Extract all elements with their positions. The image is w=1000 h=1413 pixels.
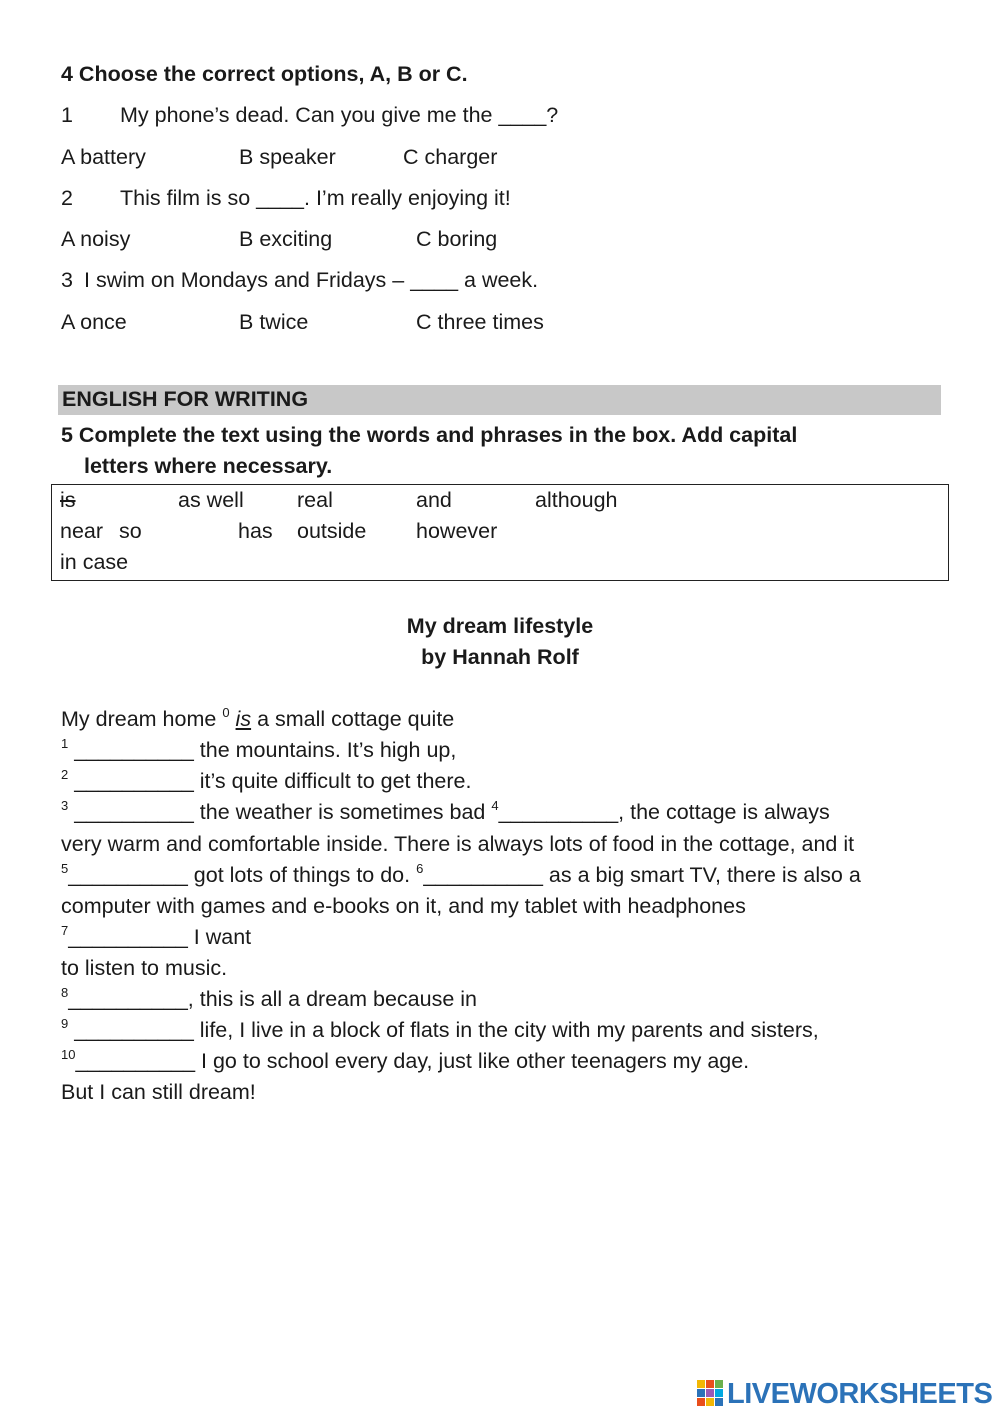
liveworksheets-logo-icon (697, 1380, 723, 1406)
q2-option-c[interactable]: C boring (416, 227, 498, 251)
word-box-item: in case (60, 550, 129, 574)
section-heading: ENGLISH FOR WRITING (62, 387, 309, 411)
story-line-7[interactable] (61, 925, 251, 950)
story-author: by Hannah Rolf (421, 645, 579, 669)
word-box-item: real (297, 488, 333, 512)
story-line-9[interactable] (61, 987, 477, 1012)
exercise-4-title: 4 Choose the correct options, A, B or C. (61, 62, 468, 86)
gap-number-9: 9 (61, 1016, 69, 1031)
q3-number: 3 (61, 268, 73, 292)
exercise-5-title-line1: 5 Complete the text using the words and phrases in the box. Add capital (61, 423, 798, 447)
gap-number-1: 1 (61, 736, 69, 751)
q1-option-a[interactable]: A battery (61, 145, 146, 169)
gap-number-6: 6 (416, 861, 424, 876)
gap-3-text[interactable]: __________ the weather is sometimes bad (74, 800, 486, 824)
word-box-item: however (416, 519, 498, 543)
gap-number-4: 4 (491, 798, 499, 813)
word-box-item: although (535, 488, 618, 512)
story-line-2[interactable] (61, 769, 471, 794)
gap-6-text[interactable]: __________ as a big smart TV, there is also a (423, 863, 861, 887)
q3-text: I swim on Mondays and Fridays – ____ a week. (84, 268, 539, 292)
gap-8-text[interactable]: __________, this is all a dream because in (68, 987, 478, 1011)
story-line-8: to listen to music. (61, 956, 228, 980)
exercise-5-title-line2: letters where necessary. (84, 454, 333, 478)
q1-option-c[interactable]: C charger (403, 145, 498, 169)
q1-option-b[interactable]: B speaker (239, 145, 336, 169)
gap-number-0: 0 (222, 705, 230, 720)
q1-text: My phone’s dead. Can you give me the ____? (120, 103, 559, 127)
q2-option-a[interactable]: A noisy (61, 227, 131, 251)
gap-number-10: 10 (61, 1047, 76, 1062)
logo-text: LIVEWORKSHEETS (727, 1378, 993, 1410)
gap-9-text[interactable]: __________ life, I live in a block of flats in the city with my parents and sisters, (74, 1018, 819, 1042)
word-box-item: so (119, 519, 142, 543)
story-line-0: My dream home $^0$ is a small cottage quite (61, 705, 455, 731)
gap-4-text[interactable]: __________, the cottage is always (498, 800, 830, 824)
example-answer: is (235, 707, 252, 731)
gap-5-text[interactable]: __________ got lots of things to do. (68, 863, 411, 887)
story-line-5[interactable] (61, 863, 861, 888)
q2-number: 2 (61, 186, 73, 210)
word-box-item: and (416, 488, 452, 512)
gap-number-2: 2 (61, 767, 69, 782)
q2-text: This film is so ____. I’m really enjoying it! (120, 186, 511, 210)
story-line-6: computer with games and e-books on it, and my tablet with headphones (61, 894, 746, 918)
story-line-11[interactable] (61, 1049, 749, 1074)
story-line-4: very warm and comfortable inside. There is always lots of food in the cottage, and it (61, 832, 855, 856)
story-line-12: But I can still dream! (61, 1080, 256, 1104)
word-box-item: outside (297, 519, 367, 543)
word-box-item: is (60, 488, 76, 512)
gap-number-8: 8 (61, 985, 69, 1000)
q3-option-c[interactable]: C three times (416, 310, 544, 334)
gap-number-5: 5 (61, 861, 69, 876)
story-line-3[interactable] (61, 800, 830, 825)
word-box-item: near (60, 519, 104, 543)
gap-7-text[interactable]: __________ I want (68, 925, 252, 949)
story-line-1[interactable] (61, 738, 456, 763)
gap-number-7: 7 (61, 923, 69, 938)
q3-option-a[interactable]: A once (61, 310, 127, 334)
story-line-10[interactable] (61, 1018, 819, 1043)
q2-option-b[interactable]: B exciting (239, 227, 333, 251)
q3-option-b[interactable]: B twice (239, 310, 309, 334)
word-box-item: as well (178, 488, 244, 512)
q1-number: 1 (61, 103, 73, 127)
story-title: My dream lifestyle (406, 614, 594, 638)
gap-1-text[interactable]: __________ the mountains. It’s high up, (74, 738, 457, 762)
word-box-item: has (238, 519, 273, 543)
gap-10-text[interactable]: __________ I go to school every day, just like other teenagers my age. (75, 1049, 750, 1073)
section-heading-bar (58, 385, 941, 415)
gap-2-text[interactable]: __________ it’s quite difficult to get there. (74, 769, 472, 793)
gap-number-3: 3 (61, 798, 69, 813)
